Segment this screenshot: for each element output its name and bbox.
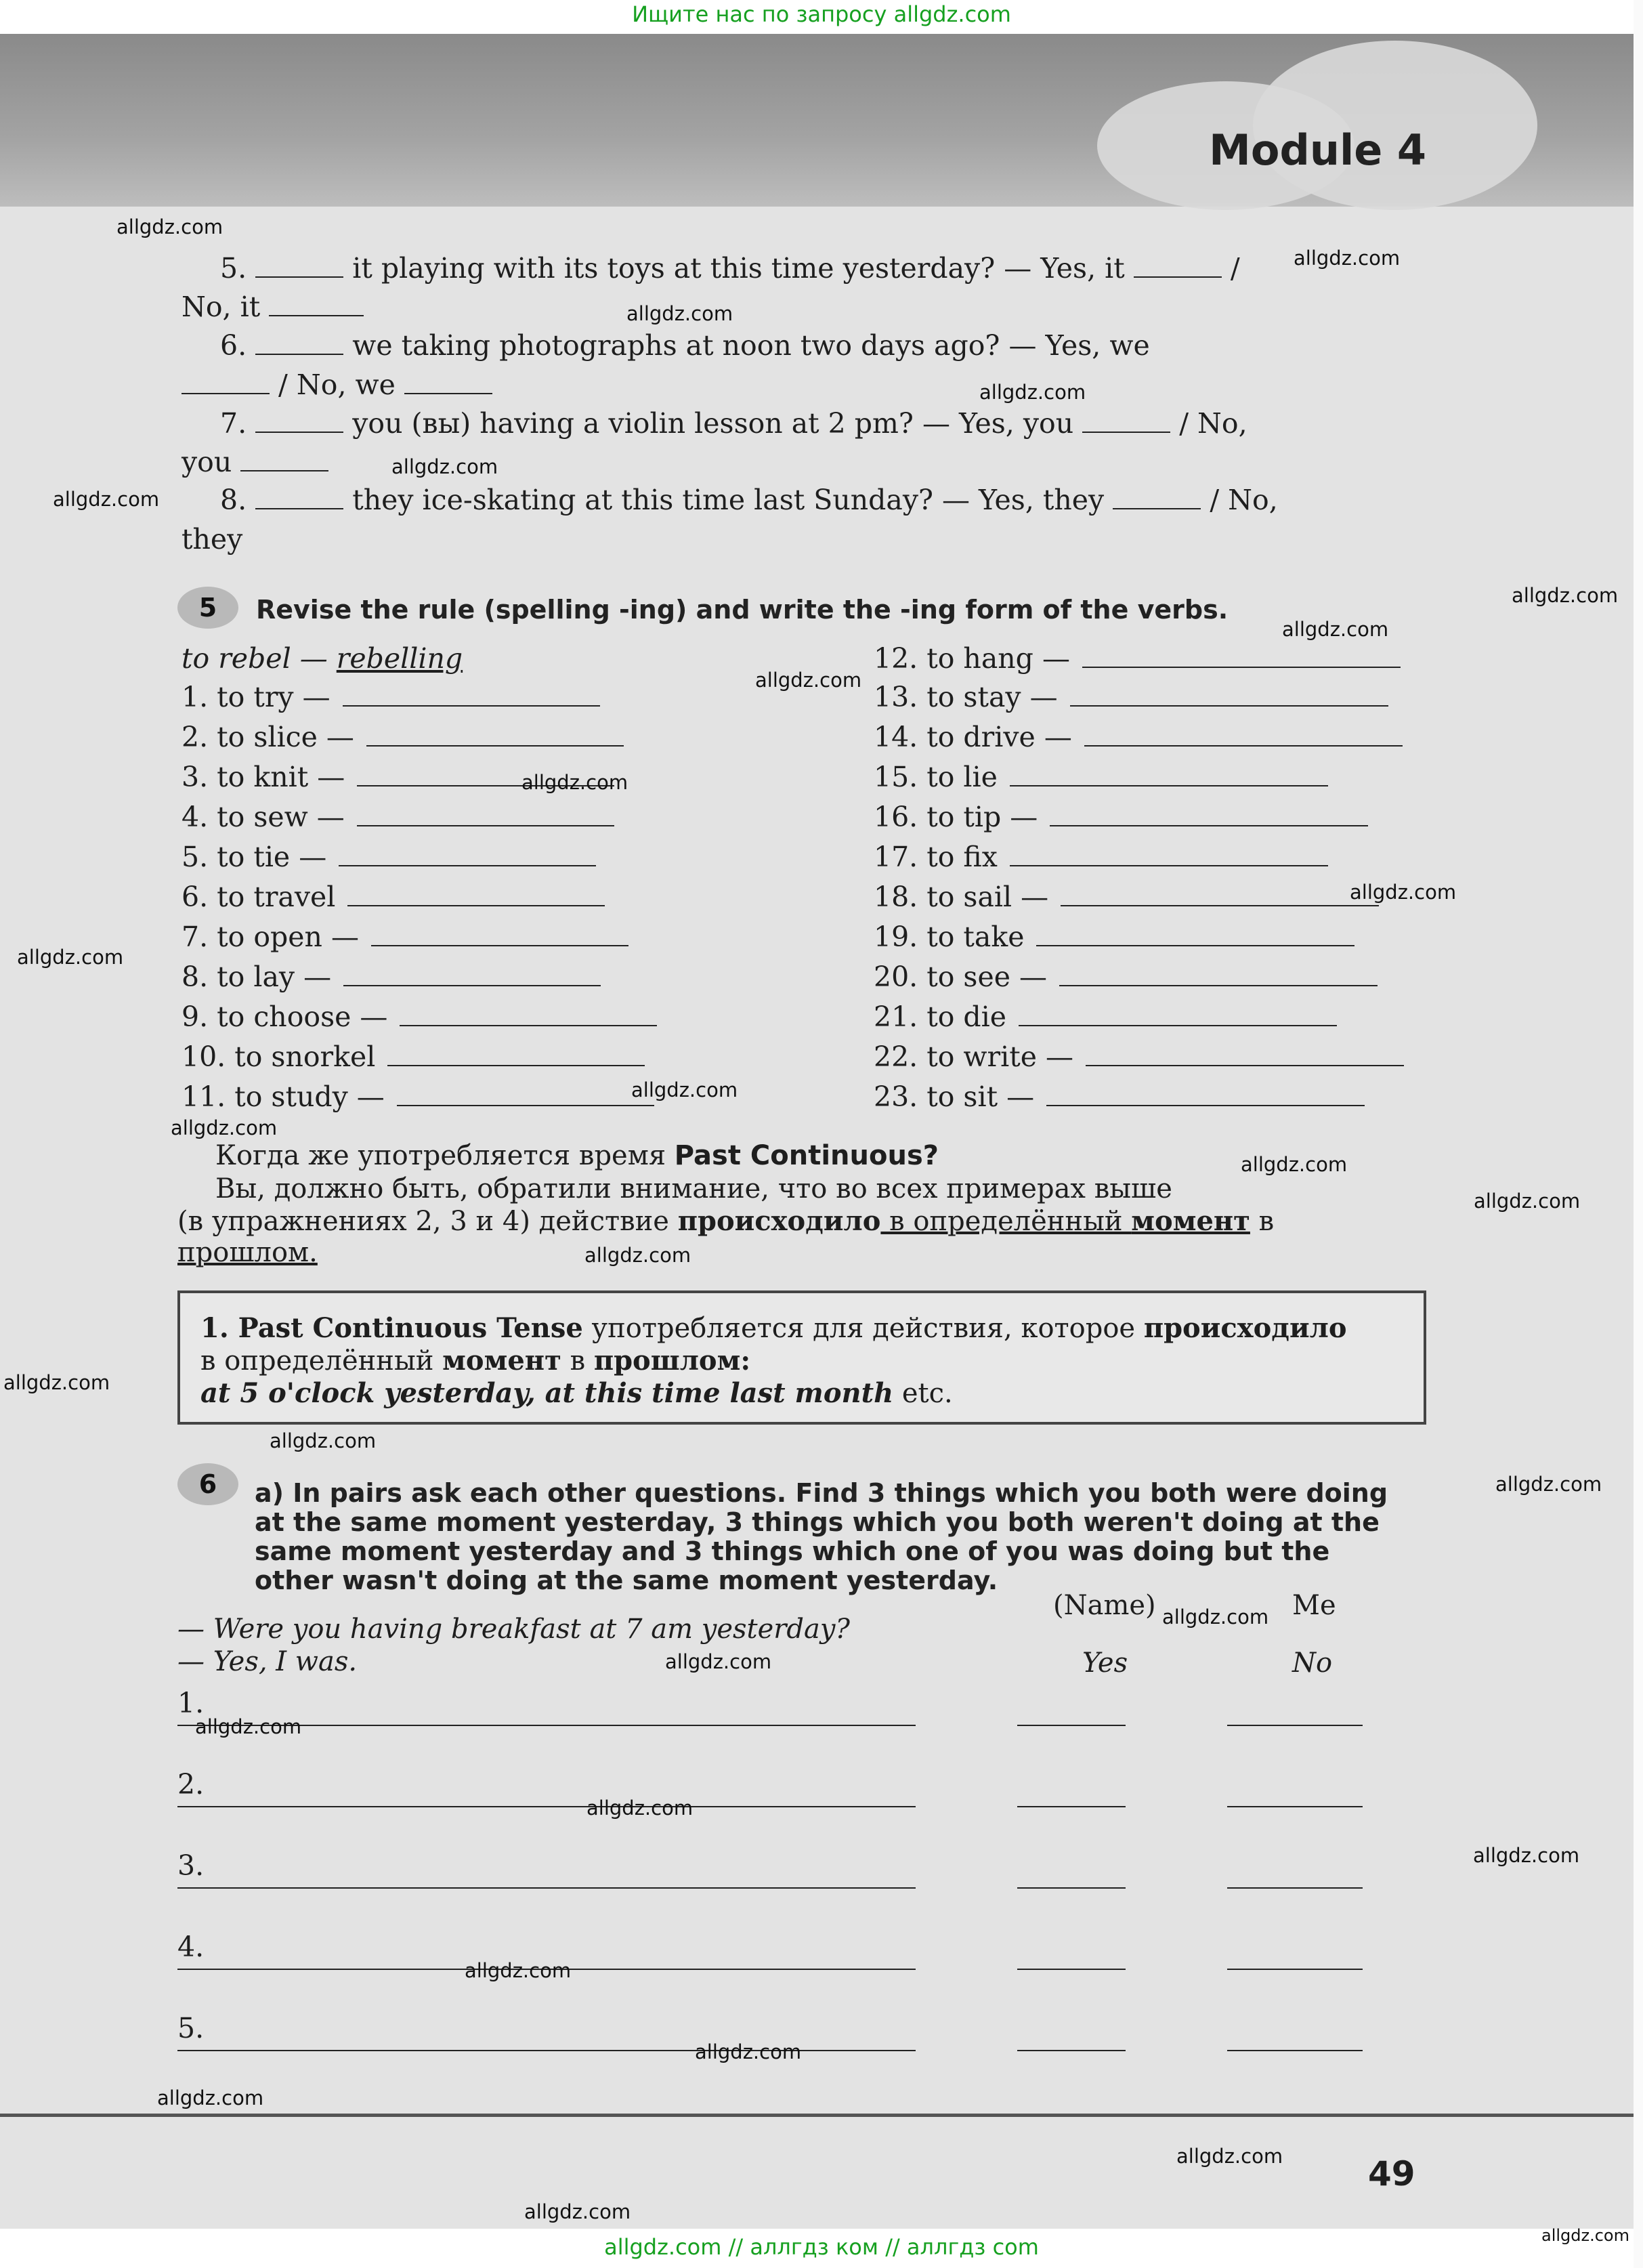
answer-row: 5. (177, 2019, 1396, 2059)
rule-box (177, 1290, 1426, 1425)
exercise-number: 6 (177, 1463, 238, 1505)
theory-paragraph: (в упражнениях 2, 3 и 4) действие происходило в определённый момент в (177, 1205, 1275, 1237)
watermark: allgdz.com (116, 215, 223, 238)
module-title: Module 4 (1209, 125, 1426, 175)
verb-item: 20. to see — (874, 961, 1378, 993)
watermark: allgdz.com (270, 1429, 377, 1452)
verb-item: 6. to travel (182, 881, 605, 913)
watermark: allgdz.com (979, 381, 1086, 404)
verb-item: 5. to tie — (182, 841, 596, 873)
rule-line: 1. Past Continuous Tense употребляется для действия, которое происходило (200, 1312, 1347, 1344)
verb-item: 3. to knit — (182, 761, 614, 793)
verb-item: 13. to stay — (874, 681, 1388, 713)
example-question: — Were you having breakfast at 7 am yesterday? (177, 1614, 850, 1645)
ex4-line-8: 8. they ice-skating at this time last Sunday? — Yes, they / No, (220, 484, 1278, 516)
watermark: allgdz.com (53, 488, 160, 511)
top-link[interactable]: Ищите нас по запросу allgdz.com (632, 1, 1011, 27)
watermark: allgdz.com (1541, 2226, 1629, 2245)
answer-line[interactable] (177, 1887, 916, 1889)
ex4-line-8b: they (182, 523, 243, 555)
answer-line[interactable] (1017, 1969, 1126, 1970)
watermark: allgdz.com (665, 1650, 772, 1673)
verb-item: 17. to fix (874, 841, 1328, 873)
watermark: allgdz.com (1162, 1605, 1269, 1629)
verb-item: 7. to open — (182, 921, 628, 953)
exercise-task-line: at the same moment yesterday, 3 things which you both weren't doing at the (255, 1507, 1380, 1537)
verb-item: 19. to take (874, 921, 1354, 953)
watermark: allgdz.com (695, 2040, 802, 2063)
ex4-line-6b: / No, we (182, 366, 1421, 404)
answer-line[interactable] (1017, 1806, 1126, 1807)
bottom-link[interactable]: allgdz.com // аллгдз ком // аллгдз com (604, 2234, 1039, 2260)
watermark: allgdz.com (755, 669, 862, 692)
exercise-task-line: other wasn't doing at the same moment yesterday. (255, 1566, 998, 1595)
verb-item: 12. to hang — (874, 642, 1401, 675)
watermark: allgdz.com (1176, 2145, 1283, 2168)
verb-item: 21. to die (874, 1001, 1337, 1033)
watermark: allgdz.com (1294, 247, 1401, 270)
column-me: Me (1292, 1590, 1336, 1621)
ex4-line-6: 6. we taking photographs at noon two days ago? — Yes, we (220, 329, 1150, 362)
watermark: allgdz.com (3, 1371, 110, 1394)
answer-row: 3. (177, 1856, 1396, 1897)
ex4-line-7: 7. you (вы) having a violin lesson at 2 pm? — Yes, you / No, (220, 407, 1247, 440)
verb-item: 11. to study — (182, 1080, 654, 1113)
watermark: allgdz.com (586, 1797, 694, 1820)
watermark: allgdz.com (584, 1244, 691, 1267)
answer-line[interactable] (1227, 2050, 1363, 2051)
exercise-task-line: a) In pairs ask each other questions. Find 3 things which you both were doing (255, 1478, 1388, 1508)
answer-line[interactable] (177, 1806, 916, 1807)
watermark: allgdz.com (1512, 584, 1619, 607)
exercise-task-line: same moment yesterday and 3 things which one of you was doing but the (255, 1536, 1330, 1566)
watermark: allgdz.com (1282, 618, 1389, 641)
verb-item: 15. to lie (874, 761, 1328, 793)
answer-row: 1. (177, 1694, 1396, 1734)
example-verb: to rebel — rebelling (182, 642, 463, 675)
watermark: allgdz.com (524, 2200, 631, 2223)
verb-item: 23. to sit — (874, 1080, 1365, 1113)
theory-question: Когда же употребляется время Past Continuous? (215, 1140, 939, 1171)
watermark: allgdz.com (195, 1715, 302, 1738)
watermark: allgdz.com (157, 2086, 264, 2109)
verb-item: 10. to snorkel (182, 1041, 645, 1073)
page-number: 49 (1368, 2154, 1415, 2193)
verb-item: 8. to lay — (182, 961, 601, 993)
answer-line[interactable] (1227, 1725, 1363, 1726)
ex4-line-5: 5. it playing with its toys at this time yesterday? — Yes, it / (220, 252, 1240, 285)
verb-item: 1. to try — (182, 681, 600, 713)
theory-paragraph: Вы, должно быть, обратили внимание, что во всех примерах выше (215, 1173, 1172, 1204)
verb-item: 2. to slice — (182, 721, 624, 753)
answer-line[interactable] (1227, 1887, 1363, 1889)
watermark: allgdz.com (1495, 1473, 1602, 1496)
watermark: allgdz.com (1350, 881, 1457, 904)
verb-item: 9. to choose — (182, 1001, 657, 1033)
watermark: allgdz.com (521, 771, 628, 794)
column-name: (Name) (1053, 1590, 1156, 1621)
answer-line[interactable] (1227, 1806, 1363, 1807)
answer-line[interactable] (1227, 1969, 1363, 1970)
example-answer: — Yes, I was. (177, 1646, 358, 1677)
watermark: allgdz.com (626, 302, 733, 325)
example-me-answer: No (1292, 1647, 1333, 1679)
watermark: allgdz.com (631, 1078, 738, 1101)
exercise-number: 5 (177, 587, 238, 629)
rule-line: at 5 o'clock yesterday, at this time last month etc. (200, 1377, 953, 1409)
answer-line[interactable] (1017, 1887, 1126, 1889)
page-edge (1634, 0, 1643, 2268)
watermark: allgdz.com (171, 1116, 278, 1139)
verb-item: 4. to sew — (182, 801, 614, 833)
answer-line[interactable] (177, 2050, 916, 2051)
verb-item: 14. to drive — (874, 721, 1403, 753)
example-name-answer: Yes (1082, 1647, 1128, 1679)
answer-line[interactable] (1017, 1725, 1126, 1726)
rule-line: в определённый момент в прошлом: (200, 1345, 751, 1377)
ex4-line-7b: you (182, 443, 1421, 481)
footer-rule (0, 2114, 1634, 2117)
verb-item: 16. to tip — (874, 801, 1368, 833)
watermark: allgdz.com (1241, 1153, 1348, 1176)
verb-item: 22. to write — (874, 1041, 1404, 1073)
watermark: allgdz.com (1474, 1190, 1581, 1213)
exercise-task: Revise the rule (spelling -ing) and write the -ing form of the verbs. (256, 595, 1229, 625)
watermark: allgdz.com (1473, 1844, 1580, 1867)
answer-row: 4. (177, 1937, 1396, 1978)
watermark: allgdz.com (465, 1959, 572, 1982)
watermark: allgdz.com (391, 455, 498, 478)
theory-paragraph: прошлом. (177, 1237, 318, 1268)
ex4-line-5b: No, it (182, 288, 1421, 326)
answer-line[interactable] (1017, 2050, 1126, 2051)
watermark: allgdz.com (17, 946, 124, 969)
answer-row: 2. (177, 1775, 1396, 1815)
verb-item: 18. to sail — (874, 881, 1379, 913)
